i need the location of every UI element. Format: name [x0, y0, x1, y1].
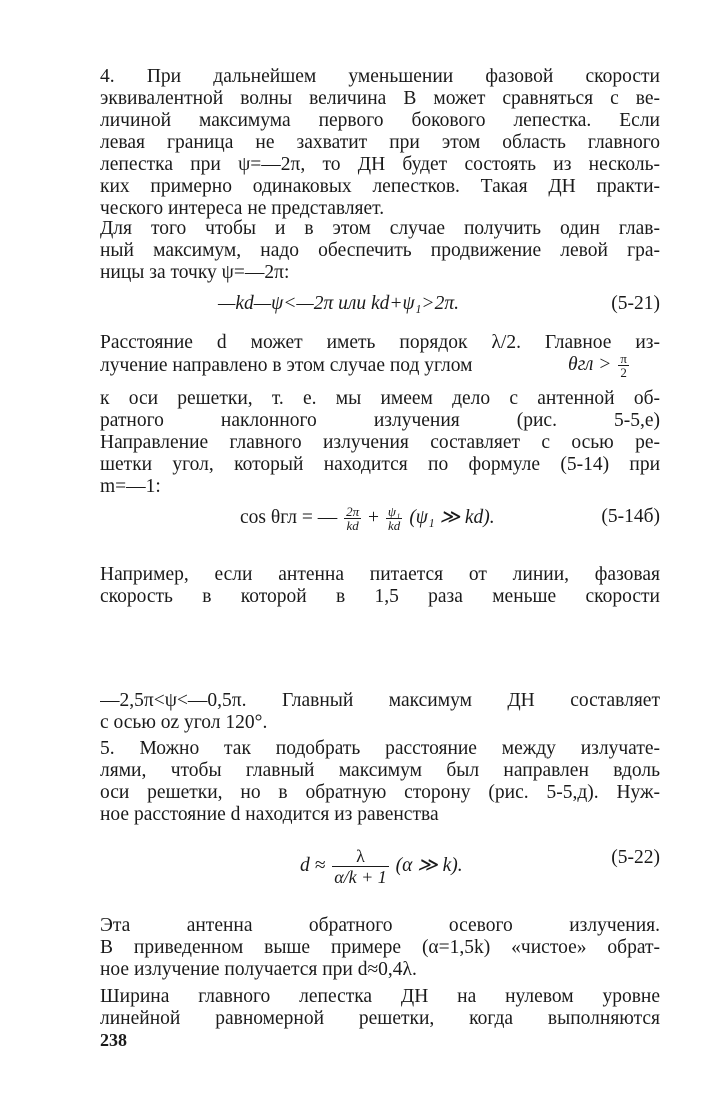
text-line: личиной максимума первого бокового лепестка. Если: [100, 110, 660, 131]
formula-condition: (α ≫ k).: [395, 854, 463, 876]
fraction: [618, 355, 629, 377]
fraction-denominator: 2: [620, 365, 627, 378]
text-line: к оси решетки, т. е. мы имеем дело с антенной об-: [100, 388, 660, 409]
formula-number: (5-22): [611, 847, 660, 868]
text-line: скорость в которой в 1,5 раза меньше скорости: [100, 586, 660, 607]
text-line: ратного наклонного излучения (рис. 5-5,е): [100, 410, 660, 431]
theta-symbol: θгл >: [568, 355, 612, 375]
text-line: лепестка при ψ=—2π, то ДН будет состоять из несколь-: [100, 154, 660, 175]
fraction: [344, 505, 361, 532]
text-line: шетки угол, который находится по формуле (5-14) при: [100, 454, 660, 475]
text-line: ный максимум, надо обеспечить продвижение левой гра-: [100, 240, 660, 261]
text-line: лями, чтобы главный максимум был направлен вдоль: [100, 760, 660, 781]
text-line: линейной равномерной решетки, когда выполняются: [100, 1008, 660, 1029]
formula-expression: [240, 505, 495, 532]
text-line: Направление главного излучения составляет с осью ре-: [100, 432, 660, 453]
fraction: [332, 846, 389, 887]
fraction-numerator: λ: [332, 846, 389, 867]
text-line: эквивалентной волны величина B может сравняться с ве-: [100, 88, 660, 109]
text-line: Например, если антенна питается от линии, фазовая: [100, 564, 660, 585]
formula-expression: [300, 846, 463, 887]
formula-lhs: d ≈: [300, 854, 326, 876]
formula-5-22: [100, 846, 660, 896]
formula-expression: —kd—ψ<—2π или kd+ψ₁>2π.: [218, 293, 459, 314]
text-line: [100, 355, 660, 377]
text-line: —2,5π<ψ<—0,5π. Главный максимум ДН составляет: [100, 690, 660, 711]
page-number: 238: [100, 1030, 127, 1050]
text-line: 5. Можно так подобрать расстояние между излучате-: [100, 738, 660, 759]
text-line: Ширина главного лепестка ДН на нулевом уровне: [100, 986, 660, 1007]
fraction-denominator: α/k + 1: [334, 867, 387, 887]
text-line: с осью oz угол 120°.: [100, 712, 268, 733]
formula-condition: (ψ₁ ≫ kd).: [409, 506, 495, 528]
text-line: левая граница не захватит при этом область главного: [100, 132, 660, 153]
fraction: [386, 505, 403, 532]
text-line: m=—1:: [100, 476, 161, 497]
text-line: Расстояние d может иметь порядок λ/2. Главное из-: [100, 332, 660, 353]
text-line: оси решетки, но в обратную сторону (рис. 5-5,д). Нуж-: [100, 782, 660, 803]
fraction-denominator: kd: [346, 518, 359, 533]
formula-number: (5-14б): [601, 506, 660, 527]
text-line: ное расстояние d находится из равенства: [100, 804, 439, 825]
text-line: Эта антенна обратного осевого излучения.: [100, 915, 660, 936]
fraction-numerator: ψ₁: [387, 504, 401, 519]
formula-lhs: cos θгл = —: [240, 506, 338, 528]
text-line: 4. При дальнейшем уменьшении фазовой скорости: [100, 66, 660, 87]
text-line: ницы за точку ψ=—2π:: [100, 262, 290, 283]
text-line: ческого интереса не представляет.: [100, 198, 385, 219]
text-line: ное излучение получается при d≈0,4λ.: [100, 959, 417, 980]
fraction-numerator: 2π: [346, 504, 360, 519]
text-line: Для того чтобы и в этом случае получить один глав-: [100, 218, 660, 239]
fraction-denominator: kd: [388, 518, 401, 533]
formula-number: (5-21): [611, 293, 660, 314]
text-line: В приведенном выше примере (α=1,5k) «чистое» обрат-: [100, 937, 660, 958]
text-span: лучение направлено в этом случае под углом: [100, 355, 473, 376]
angle-condition: [568, 355, 631, 377]
text-line: ких примерно одинаковых лепестков. Такая ДН практи-: [100, 176, 660, 197]
fraction-numerator: π: [618, 355, 629, 366]
plus-sign: +: [367, 506, 379, 528]
